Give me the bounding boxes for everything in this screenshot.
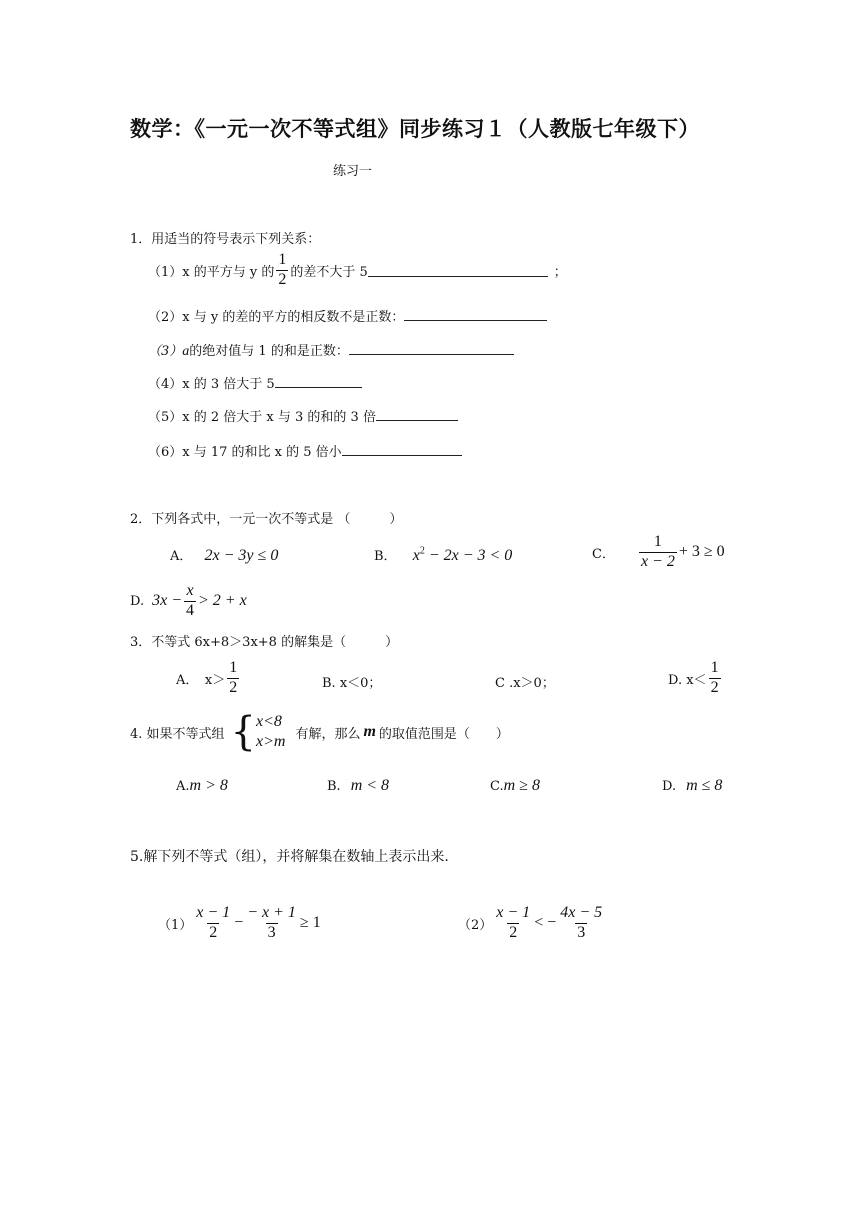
- q3-option-c: C .x＞0；: [495, 676, 555, 691]
- q4-option-d: [662, 777, 722, 795]
- q3-d-fraction: [709, 660, 721, 697]
- q5-p1-fraction-2: [245, 905, 298, 942]
- option-label: D.: [130, 593, 145, 609]
- q4-stem-text: 有解，那么: [295, 726, 361, 742]
- q5-p2-operator: < −: [534, 914, 557, 932]
- q1-item-5: [148, 406, 458, 425]
- q1-item-1-suffix: 的差不大于 5: [290, 264, 368, 280]
- option-label: A．: [170, 549, 193, 564]
- answer-blank: [376, 408, 458, 421]
- q2-option-b: [374, 545, 512, 565]
- variable-a: a: [182, 344, 190, 359]
- q2-a-expression: 2x − 3y ≤ 0: [204, 547, 279, 564]
- q5-p1-operator: −: [234, 914, 244, 932]
- fraction-numerator: 4x − 5: [560, 904, 603, 921]
- q5-p1-rest: ≥ 1: [299, 914, 321, 932]
- system-line-2: x>m: [256, 733, 286, 750]
- q1-item-4-text: （4）x 的 3 倍大于 5: [148, 377, 275, 392]
- fraction-denominator: 2: [710, 678, 719, 696]
- q2-b-rest: − 2x − 3 < 0: [424, 547, 513, 564]
- q3-option-d: [668, 660, 723, 697]
- variable-m: m: [363, 723, 376, 740]
- q4-a-expression: m > 8: [189, 777, 228, 794]
- fraction-denominator: 2: [209, 923, 218, 941]
- answer-blank: [349, 342, 514, 355]
- q1-item-6-text: （6）x 与 17 的和比 x 的 5 倍小: [148, 445, 342, 460]
- fraction-numerator: − x + 1: [247, 904, 296, 921]
- q4-b-expression: m < 8: [350, 777, 390, 794]
- q1-item-2: [148, 306, 547, 325]
- q4-d-expression: m ≤ 8: [686, 777, 723, 794]
- fraction-denominator: 2: [229, 678, 238, 696]
- answer-blank: [368, 264, 548, 277]
- fraction-denominator: 3: [267, 923, 276, 941]
- answer-blank: [404, 308, 547, 321]
- q2-option-a: [170, 545, 278, 565]
- fraction-numerator: x − 1: [496, 904, 531, 921]
- q2-b-exponent: 2: [419, 545, 425, 557]
- q1-stem: 1．用适当的符号表示下列关系：: [130, 232, 321, 247]
- q1-item-2-text: （2）x 与 y 的差的平方的相反数不是正数：: [148, 310, 405, 325]
- option-label: D.: [662, 779, 677, 794]
- q4-stem: [130, 709, 509, 755]
- fraction-numerator: 1: [710, 659, 719, 676]
- option-label: B．: [374, 549, 397, 564]
- q4-c-expression: m ≥ 8: [503, 777, 540, 794]
- q5-part-2-label: （2）: [458, 917, 493, 933]
- fraction-numerator: 1: [229, 659, 238, 676]
- q3-d-label: D. x＜: [668, 672, 707, 688]
- q2-d-fraction: [184, 583, 196, 620]
- q2-b-expression: [413, 547, 513, 564]
- q4-stem-end: 的取值范围是（ ）: [378, 726, 509, 742]
- q3-option-a: [176, 660, 241, 697]
- q1-item-6: [148, 441, 462, 460]
- fraction-denominator: 4: [186, 601, 194, 619]
- q5-part-2: [458, 905, 606, 942]
- system-line-1: x<8: [256, 713, 282, 730]
- fraction-numerator: 1: [653, 533, 662, 550]
- option-label: C．: [592, 546, 615, 562]
- q5-stem: 5.解下列不等式（组），并将解集在数轴上表示出来.: [130, 849, 449, 865]
- answer-blank: [342, 443, 462, 456]
- q2-d-prefix: 3x −: [152, 592, 182, 610]
- subtitle: 练习一: [333, 164, 373, 179]
- fraction-numerator: x: [186, 582, 194, 599]
- fraction-denominator: 3: [577, 923, 586, 941]
- option-label: C.: [490, 779, 504, 794]
- fraction-numerator: 1: [278, 251, 287, 268]
- q3-option-b: B. x＜0；: [322, 676, 382, 691]
- q2-stem: 2．下列各式中，一元一次不等式是 （ ）: [130, 512, 403, 527]
- q5-p2-fraction-2: [558, 905, 604, 942]
- fraction-denominator: x − 2: [640, 552, 675, 570]
- q3-stem: 3．不等式 6x+8＞3x+8 的解集是（ ）: [130, 635, 399, 650]
- q2-c-fraction: [639, 534, 677, 571]
- q2-d-suffix: > 2 + x: [198, 592, 247, 610]
- q2-c-rest: + 3 ≥ 0: [678, 543, 725, 561]
- fraction-denominator: 2: [278, 270, 287, 288]
- half-fraction: [276, 252, 288, 289]
- q4-stem-prefix: 4. 如果不等式组: [130, 726, 225, 742]
- q5-part-1: [158, 905, 321, 942]
- option-label: A.: [176, 779, 190, 794]
- inequality-system: [256, 712, 285, 752]
- q1-item-3: [148, 340, 514, 360]
- fraction-denominator: 2: [509, 923, 518, 941]
- q1-item-4: [148, 373, 362, 392]
- q1-item-5-text: （5）x 的 2 倍大于 x 与 3 的和的 3 倍: [148, 410, 376, 425]
- q2-b-base: x: [412, 547, 420, 564]
- q3-a-label: A． x＞: [176, 672, 226, 688]
- q3-a-fraction: [227, 660, 239, 697]
- q5-part-1-label: （1）: [158, 917, 193, 933]
- q5-p1-fraction-1: [194, 905, 232, 942]
- fraction-numerator: x − 1: [196, 904, 231, 921]
- q2-option-d: [130, 583, 247, 620]
- option-label: B.: [327, 779, 341, 794]
- left-brace: {: [230, 709, 256, 755]
- q1-item-1-end: ；: [553, 264, 567, 280]
- page-title: 数学：《一元一次不等式组》同步练习１（人教版七年级下）: [130, 116, 700, 141]
- q4-option-a: [176, 777, 228, 795]
- q2-option-c: [592, 534, 725, 571]
- q5-p2-fraction-1: [494, 905, 532, 942]
- q1-item-1: [148, 252, 567, 289]
- q1-item-3-text: 的绝对值与 1 的和是正数：: [189, 344, 349, 359]
- q1-item-1-prefix: （1）x 的平方与 y 的: [148, 264, 275, 280]
- q1-item-3-number: （3）: [148, 344, 183, 359]
- q4-option-c: [490, 777, 540, 795]
- q4-option-b: [327, 777, 389, 795]
- answer-blank: [275, 375, 362, 388]
